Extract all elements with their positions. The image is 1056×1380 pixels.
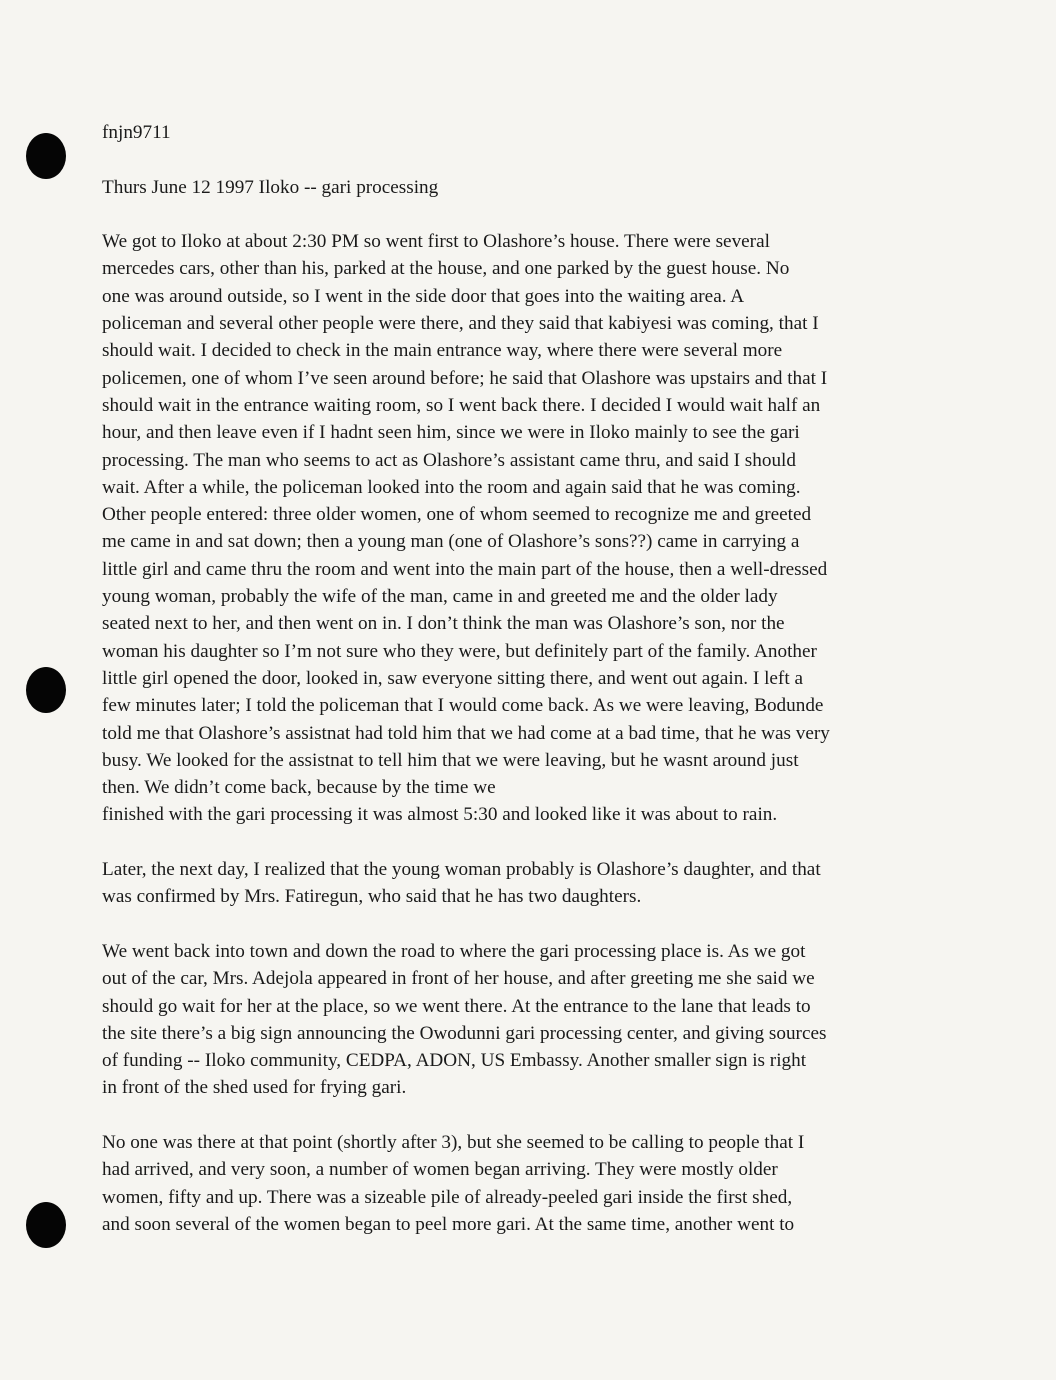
text-line: had arrived, and very soon, a number of women began arriving. They were mostly older [102,1159,778,1181]
punch-hole-top [26,133,66,179]
document-body [102,119,932,1238]
text-line: should go wait for her at the place, so we went there. At the entrance to the lane that leads to [102,995,811,1017]
text-line: the site there’s a big sign announcing the Owodunni gari processing center, and giving sources [102,1022,827,1044]
text-line: women, fifty and up. There was a sizeable pile of already-peeled gari inside the first shed, [102,1186,793,1208]
paragraph-1 [102,228,932,829]
text-line: few minutes later; I told the policeman that I would come back. As we were leaving, Bodunde [102,695,824,717]
text-line: then. We didn’t come back, because by the time we [102,777,496,799]
text-line: finished with the gari processing it was almost 5:30 and looked like it was about to rain. [102,804,778,826]
text-line: should wait. I decided to check in the main entrance way, where there were several more [102,340,783,362]
text-line: was confirmed by Mrs. Fatiregun, who said that he has two daughters. [102,886,642,908]
text-line: young woman, probably the wife of the man, came in and greeted me and the older lady [102,586,778,608]
text-line: Other people entered: three older women, one of whom seemed to recognize me and greeted [102,504,812,526]
text-line: policeman and several other people were there, and they said that kabiyesi was coming, that I [102,313,819,335]
text-line: mercedes cars, other than his, parked at the house, and one parked by the guest house. No [102,258,790,280]
text-line: wait. After a while, the policeman looked into the room and again said that he was coming. [102,476,801,498]
paragraph-4 [102,1129,932,1238]
text-line: and soon several of the women began to peel more gari. At the same time, another went to [102,1213,795,1235]
text-line: out of the car, Mrs. Adejola appeared in front of her house, and after greeting me she said we [102,968,815,990]
text-line: one was around outside, so I went in the side door that goes into the waiting area. A [102,285,745,307]
text-line: should wait in the entrance waiting room, so I went back there. I decided I would wait half an [102,394,821,416]
text-line: little girl and came thru the room and went into the main part of the house, then a well-dressed [102,558,828,580]
text-line: processing. The man who seems to act as Olashore’s assistant came thru, and said I should [102,449,796,471]
text-line: No one was there at that point (shortly after 3), but she seemed to be calling to people that I [102,1131,805,1153]
text-line: little girl opened the door, looked in, saw everyone sitting there, and went out again. I left a [102,667,803,689]
text-line: Later, the next day, I realized that the young woman probably is Olashore’s daughter, and that [102,859,821,881]
paragraph-2 [102,856,932,911]
text-line: policemen, one of whom I’ve seen around before; he said that Olashore was upstairs and that I [102,367,828,389]
text-line: We got to Iloko at about 2:30 PM so went first to Olashore’s house. There were several [102,231,770,253]
paragraph-3 [102,938,932,1102]
text-line: busy. We looked for the assistnat to tell him that we were leaving, but he wasnt around just [102,749,799,771]
text-line: of funding -- Iloko community, CEDPA, ADON, US Embassy. Another smaller sign is right [102,1050,807,1072]
text-line: told me that Olashore’s assistnat had told him that we had come at a bad time, that he was very [102,722,830,744]
text-line: seated next to her, and then went on in. I don’t think the man was Olashore’s son, nor the [102,613,785,635]
punch-hole-bottom [26,1202,66,1248]
text-line: in front of the shed used for frying gari. [102,1077,407,1099]
text-line: hour, and then leave even if I hadnt seen him, since we were in Iloko mainly to see the gari [102,422,800,444]
text-line: woman his daughter so I’m not sure who they were, but definitely part of the family. Another [102,640,817,662]
text-line: We went back into town and down the road to where the gari processing place is. As we got [102,940,806,962]
text-line: me came in and sat down; then a young man (one of Olashore’s sons??) came in carrying a [102,531,800,553]
punch-hole-middle [26,667,66,713]
document-id: fnjn9711 [102,122,171,143]
entry-heading: Thurs June 12 1997 Iloko -- gari processing [102,176,439,198]
